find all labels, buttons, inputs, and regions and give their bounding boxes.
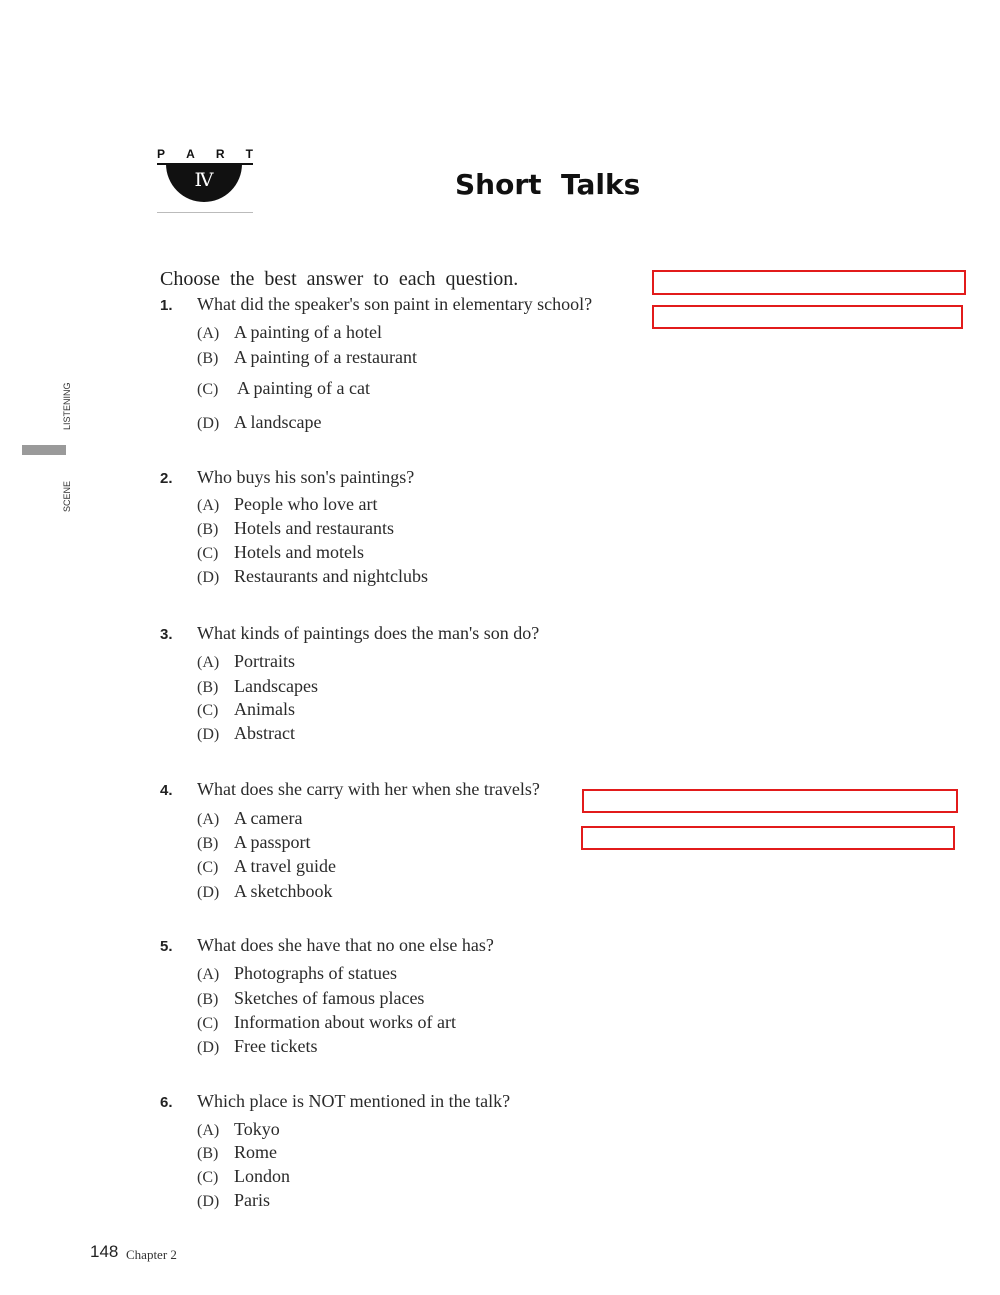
part-label — [157, 147, 253, 161]
option-text: Landscapes — [234, 676, 318, 696]
option[interactable] — [197, 1190, 270, 1211]
question-number: 2. — [160, 470, 173, 487]
option-text: A passport — [234, 832, 311, 852]
option-text: Free tickets — [234, 1036, 318, 1056]
question-text: What does she have that no one else has? — [197, 935, 494, 955]
option-text: Rome — [234, 1142, 277, 1162]
option-text: A painting of a restaurant — [234, 347, 417, 367]
option[interactable] — [197, 518, 394, 539]
option-letter: (A) — [197, 654, 220, 671]
option-letter: (A) — [197, 811, 220, 828]
option-text: Paris — [234, 1190, 270, 1210]
question-number: 3. — [160, 626, 173, 643]
option-letter: (B) — [197, 679, 219, 696]
option[interactable] — [197, 723, 295, 744]
option-letter: (B) — [197, 350, 219, 367]
option[interactable] — [197, 832, 311, 853]
option-text: A painting of a hotel — [234, 322, 382, 342]
option[interactable] — [197, 1166, 290, 1187]
option-text: London — [234, 1166, 290, 1186]
option-letter: (D) — [197, 1193, 220, 1210]
sidebar-label-scene: SCENE — [62, 480, 72, 512]
option-letter: (D) — [197, 569, 220, 586]
option-text: Sketches of famous places — [234, 988, 425, 1008]
option-text: People who love art — [234, 494, 378, 514]
question-text: What does she carry with her when she travels? — [197, 779, 540, 799]
option[interactable] — [197, 378, 370, 399]
option[interactable] — [197, 322, 382, 343]
option[interactable] — [197, 1119, 280, 1140]
option[interactable] — [197, 1036, 317, 1057]
option[interactable] — [197, 676, 318, 697]
answer-box[interactable] — [582, 789, 958, 813]
option-letter: (C) — [197, 859, 219, 876]
question-number: 6. — [160, 1094, 173, 1111]
question-text: Who buys his son's paintings? — [197, 467, 415, 487]
option-text: Portraits — [234, 651, 295, 671]
option-letter: (C) — [197, 381, 219, 398]
option[interactable] — [197, 347, 417, 368]
option-letter: (C) — [197, 1169, 219, 1186]
question-number: 4. — [160, 782, 173, 799]
option-letter: (A) — [197, 497, 220, 514]
option[interactable] — [197, 494, 377, 515]
option-text: Information about works of art — [234, 1012, 456, 1032]
answer-box[interactable] — [652, 270, 966, 295]
option[interactable] — [197, 808, 302, 829]
option-letter: (B) — [197, 991, 219, 1008]
option-letter: (B) — [197, 521, 219, 538]
part-numeral-badge: Ⅳ — [166, 164, 242, 202]
page-title: Short Talks — [455, 168, 641, 201]
option-text: Tokyo — [234, 1119, 280, 1139]
option[interactable] — [197, 1012, 456, 1033]
option-letter: (D) — [197, 884, 220, 901]
option-text: A travel guide — [234, 856, 336, 876]
option-text: Hotels and motels — [234, 542, 364, 562]
answer-box[interactable] — [652, 305, 963, 329]
option-letter: (D) — [197, 726, 220, 743]
option-letter: (C) — [197, 545, 219, 562]
question-text: What kinds of paintings does the man's son do? — [197, 623, 540, 643]
option-letter: (A) — [197, 1122, 220, 1139]
option-text: Animals — [234, 699, 295, 719]
part-letter: T — [245, 147, 253, 161]
question-text: Which place is NOT mentioned in the talk? — [197, 1091, 511, 1111]
option-letter: (D) — [197, 415, 220, 432]
option-letter: (C) — [197, 702, 219, 719]
part-letter: R — [215, 147, 225, 161]
part-letter: P — [157, 147, 166, 161]
option[interactable] — [197, 412, 321, 433]
sidebar-divider — [22, 445, 66, 455]
page-number: 148 — [90, 1242, 119, 1261]
option[interactable] — [197, 856, 336, 877]
option[interactable] — [197, 651, 295, 672]
question-text: What did the speaker's son paint in elementary school? — [197, 294, 593, 314]
option-text: A sketchbook — [234, 881, 333, 901]
question-number: 5. — [160, 938, 173, 955]
option-letter: (A) — [197, 325, 220, 342]
instructions: Choose the best answer to each question. — [160, 268, 519, 290]
sidebar-label-listening: LISTENING — [62, 382, 72, 430]
option-text: Restaurants and nightclubs — [234, 566, 428, 586]
option-text: Hotels and restaurants — [234, 518, 394, 538]
option[interactable] — [197, 699, 295, 720]
option-letter: (B) — [197, 1145, 219, 1162]
option[interactable] — [197, 1142, 277, 1163]
question-number: 1. — [160, 297, 173, 314]
option-text: Photographs of statues — [234, 963, 397, 983]
option-letter: (B) — [197, 835, 219, 852]
option-letter: (D) — [197, 1039, 220, 1056]
chapter-label: Chapter 2 — [126, 1247, 177, 1262]
option[interactable] — [197, 988, 424, 1009]
option-text: Abstract — [234, 723, 295, 743]
part-letter: A — [186, 147, 195, 161]
answer-box[interactable] — [581, 826, 955, 850]
option-text: A camera — [234, 808, 303, 828]
option[interactable] — [197, 566, 428, 587]
option-text: A painting of a cat — [237, 378, 370, 398]
part-underline — [157, 212, 253, 213]
option-text: A landscape — [234, 412, 322, 432]
option[interactable] — [197, 963, 397, 984]
option-letter: (A) — [197, 966, 220, 983]
option[interactable] — [197, 881, 333, 902]
option[interactable] — [197, 542, 364, 563]
option-letter: (C) — [197, 1015, 219, 1032]
